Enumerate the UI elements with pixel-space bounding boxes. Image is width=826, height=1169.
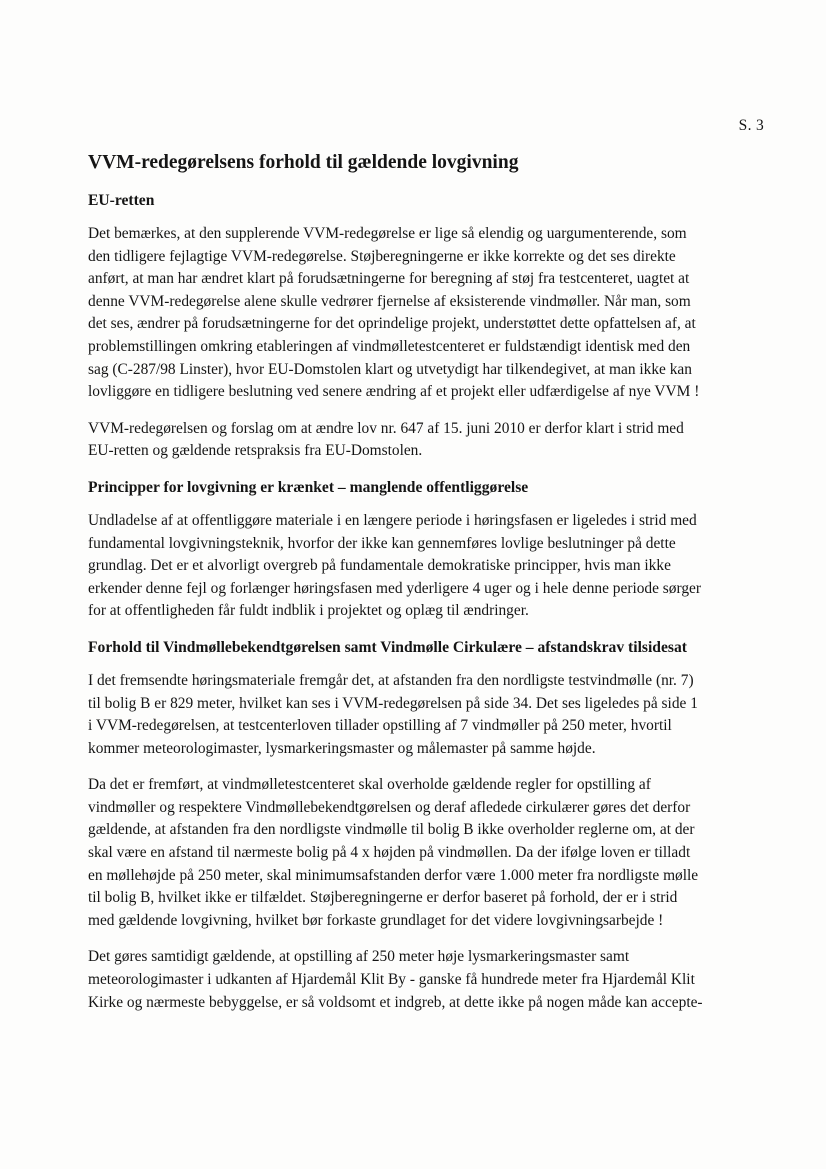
text-line: en møllehøjde på 250 meter, skal minimumsafstanden derfor være 1.000 meter fra nordligste mølle [88, 866, 699, 884]
text-line: gældende, at afstanden fra den nordligste vindmølle til bolig B ikke overholder reglerne om, at der [88, 821, 695, 839]
section-eu-retten [88, 190, 764, 463]
paragraph [88, 774, 764, 932]
text-line: Da det er fremført, at vindmølletestcenteret skal overholde gældende regler for opstilling af [88, 776, 651, 794]
text-line: Det gøres samtidigt gældende, at opstilling af 250 meter høje lysmarkeringsmaster samt [88, 948, 630, 966]
text-line: Kirke og nærmeste bebyggelse, er så voldsomt et indgreb, at dette ikke på nogen måde kan accepte- [88, 993, 703, 1011]
section-heading: Forhold til Vindmøllebekendtgørelsen samt Vindmølle Cirkulære – afstandskrav tilsidesat [88, 638, 687, 656]
text-line: Undladelse af at offentliggøre materiale i en længere periode i høringsfasen er ligeledes i strid med [88, 511, 697, 529]
text-line: problemstillingen omkring etableringen af vindmølletestcenteret er fuldstændigt identisk med den [88, 337, 691, 355]
paragraph [88, 946, 764, 1014]
text-line: VVM-redegørelsen og forslag om at ændre lov nr. 647 af 15. juni 2010 er derfor klart i strid med [88, 419, 684, 437]
section-heading: EU-retten [88, 192, 155, 209]
text-line: Det bemærkes, at den supplerende VVM-redegørelse er lige så elendig og uargumenterende, som [88, 225, 687, 242]
paragraph [88, 223, 764, 404]
text-line: I det fremsendte høringsmateriale fremgår det, at afstanden fra den nordligste testvindmølle (nr. 7) [88, 671, 694, 689]
section-heading: Principper for lovgivning er krænket – manglende offentliggørelse [88, 478, 529, 496]
section-vindmoelle [88, 637, 764, 1014]
text-line: til bolig B er 829 meter, hvilket kan ses i VVM-redegørelsen på side 34. Det ses ligeledes på side 1 [88, 694, 698, 712]
text-line: grundlag. Det er et alvorligt overgreb på fundamentale demokratiske principper, hvis man ikke [88, 557, 671, 575]
text-line: lovliggøre en tidligere beslutning ved senere ændring af et projekt eller udfærdigelse af nye VVM ! [88, 383, 700, 401]
text-line: fundamental lovgivningsteknik, hvorfor der ikke kan gennemføres lovlige beslutninger på dette [88, 534, 676, 552]
document-body [88, 150, 764, 1028]
text-line: anført, at man har ændret klart på forudsætningerne for beregning af støj fra testcenteret, uagtet at [88, 270, 690, 288]
paragraph [88, 418, 764, 463]
text-line: vindmøller og respektere Vindmøllebekendtgørelsen og deraf afledede cirkulærer gøres det derfor [88, 798, 691, 816]
section-principper [88, 477, 764, 623]
text-line: med gældende lovgivning, hvilket bør forkaste grundlaget for det videre lovgivningsarbejde ! [88, 911, 664, 929]
text-line: til bolig B, hvilket ikke er tilfældet. Støjberegningerne er derfor baseret på forhold, der er i strid [88, 889, 678, 907]
paragraph [88, 670, 764, 760]
text-line: den tidligere fejlagtige VVM-redegørelse. Støjberegningerne er ikke korrekte og det ses direkte [88, 247, 676, 265]
text-line: i VVM-redegørelsen, at testcenterloven tillader opstilling af 7 vindmøller på 250 meter, hvortil [88, 717, 672, 735]
document-title: VVM-redegørelsens forhold til gældende lovgivning [88, 152, 519, 173]
text-line: det ses, ændrer på forudsætningerne for det oprindelige projekt, understøttet dette opfattelsen af, at [88, 315, 696, 333]
text-line: for at offentligheden får fuldt indblik i projektet og oplæg til ændringer. [88, 602, 529, 620]
text-line: skal være en afstand til nærmeste bolig på 4 x højden på vindmøllen. Da der ifølge loven er tilladt [88, 844, 691, 862]
paragraph [88, 510, 764, 623]
text-line: kommer meteorologimaster, lysmarkeringsmaster og målemaster på samme højde. [88, 739, 596, 757]
text-line: sag (C-287/98 Linster), hvor EU-Domstolen klart og utvetydigt har tilkendegivet, at man ikke kan [88, 360, 692, 378]
text-line: EU-retten og gældende retspraksis fra EU-Domstolen. [88, 442, 423, 460]
page-number: S. 3 [738, 117, 764, 134]
text-line: meteorologimaster i udkanten af Hjardemål Klit By - ganske få hundrede meter fra Hjardemål Klit [88, 971, 695, 989]
text-line: erkender denne fejl og forlænger høringsfasen med yderligere 4 uger og i hele denne periode sørger [88, 579, 701, 597]
text-line: denne VVM-redegørelse alene skulle vedrører fjernelse af eksisterende vindmøller. Når man, som [88, 292, 691, 310]
